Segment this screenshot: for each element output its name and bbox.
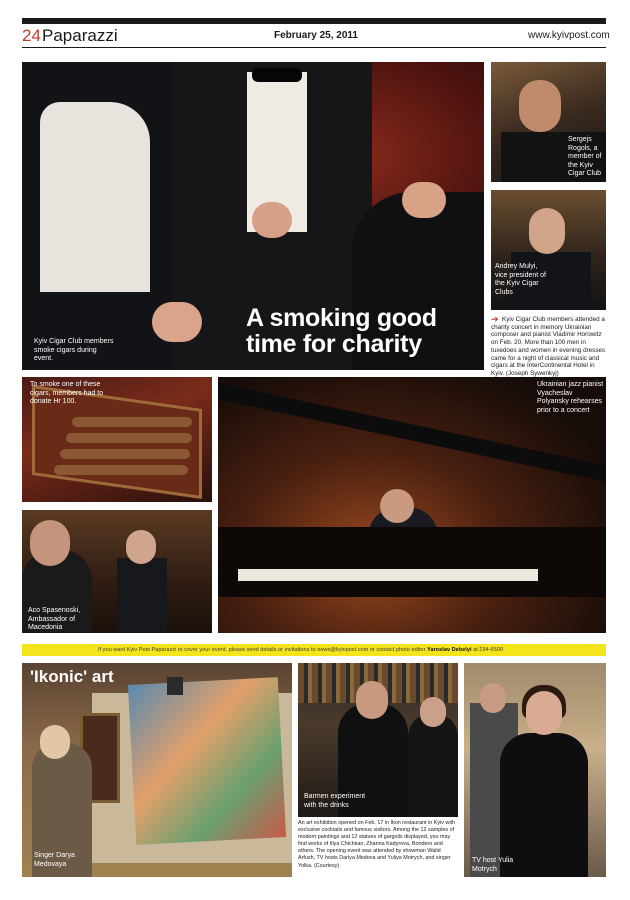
banner-editor: Yaroslav Debelyi xyxy=(427,647,472,653)
banner-message: If you want Kyiv Post Paparazzi to cover your event, please send details or invitations to news@kyivpost.com or contact photo editor xyxy=(98,647,426,653)
top-rule xyxy=(22,18,606,24)
banner-text xyxy=(98,646,503,654)
caption-mulyi: Andrey Mulyi, vice president of the Kyiv Cigar Clubs xyxy=(495,263,546,296)
caption-yulia: TV host Yulia Motrych xyxy=(472,857,514,873)
headline-line-2: time for charity xyxy=(246,330,422,358)
caption-club: Kyiv Cigar Club members smoke cigars during event. xyxy=(34,338,114,362)
photo-pianist xyxy=(218,377,606,633)
feature-headline xyxy=(246,305,437,357)
caption-darya: Singer Darya Medovaya xyxy=(34,852,75,868)
caption-barmen: Barmen experiment with the drinks xyxy=(304,793,366,809)
header-rule xyxy=(22,47,606,48)
headline-line-1: A smoking good xyxy=(246,304,437,332)
photo-art-exhibition xyxy=(22,663,292,877)
feature-summary-text: Kyiv Cigar Club members attended a charity concert in memory Ukrainian composer and pianist Vladimir Horowitz on Feb. 20. More than 100 men in tuxedoes and women in evening dresses came for a night of classical music and cigars at the InterContinental Hotel in Kyiv. (Joseph Sywenkyj) xyxy=(491,316,606,377)
photo-yulia-motrych xyxy=(464,663,606,877)
feature-summary xyxy=(491,316,609,378)
caption-rogols: Sergejs Rogols, a member of the Kyiv Cigar Club xyxy=(568,136,602,177)
arrow-right-icon: ➔ xyxy=(491,314,499,324)
banner-phone: at 234-6500 xyxy=(473,647,503,653)
caption-cigars: To smoke one of these cigars, members had to donate Hr 100. xyxy=(30,381,104,405)
section-title: Paparazzi xyxy=(42,26,118,45)
page-number: 24 xyxy=(22,26,41,45)
site-url[interactable]: www.kyivpost.com xyxy=(528,30,610,41)
caption-spasenoski: Aco Spasenoski, Ambassador of Macedonia xyxy=(28,607,81,631)
art-section-title: 'Ikonic' art xyxy=(30,667,114,686)
caption-piano: Ukrainian jazz pianist Vyacheslav Polyansky rehearses prior to a concert xyxy=(537,381,604,414)
art-article: An art exhibition opened on Feb. 17 in Ikon restaurant in Kyiv with exclusive cocktails and famous visitors. Among the 12 samples of modern paintings and 12 statues of gargoils displayed, you may find works of Illya Chichkan, Zhanna Kadyrova, Bondero and others. The opening event was attended by showman Walid Arfush, TV hosts Dariya Medova and Yuliya Motrych, and singer Yolka. (Courtesy) xyxy=(298,820,456,869)
issue-date: February 25, 2011 xyxy=(274,30,358,41)
